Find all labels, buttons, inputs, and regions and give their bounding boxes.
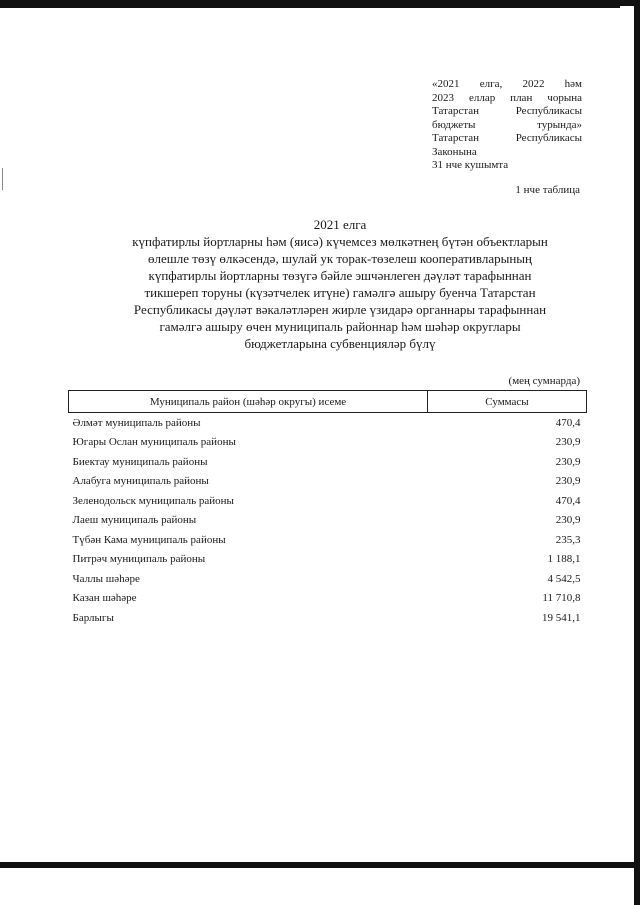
municipality-sum: 11 710,8 bbox=[542, 592, 581, 605]
scan-border-top-inner bbox=[0, 6, 620, 8]
header-municipality: Муниципаль район (шәһәр округы) исеме bbox=[69, 391, 428, 413]
municipality-name: Зеленодольск муниципаль районы bbox=[72, 494, 234, 507]
municipality-name: Питрәч муниципаль районы bbox=[72, 553, 206, 566]
table-row bbox=[69, 569, 587, 589]
municipality-name: Лаеш муниципаль районы bbox=[72, 514, 197, 527]
municipality-sum: 4 542,5 bbox=[547, 572, 581, 585]
municipality-name: Түбән Кама муниципаль районы bbox=[72, 533, 226, 546]
title-line: өлешле төзү өлкәсендә, шулай ук торак-төзелеш кооперативларының bbox=[147, 251, 532, 266]
municipality-sum: 470,4 bbox=[555, 416, 581, 429]
appendix-note-line: 31 нче кушымта bbox=[432, 159, 509, 171]
municipality-name: Чаллы шәһәре bbox=[72, 572, 140, 585]
table-row bbox=[69, 452, 587, 472]
municipality-sum: 230,9 bbox=[555, 455, 581, 468]
scan-border-bottom bbox=[0, 862, 634, 868]
table-number: 1 нче таблица bbox=[515, 184, 580, 196]
appendix-note-line: Татарстан Республикасы bbox=[432, 105, 582, 117]
appendix-note-line: 2023 еллар план чорына bbox=[432, 91, 582, 104]
scan-border-right bbox=[634, 0, 640, 905]
municipality-name: Казан шәһәре bbox=[72, 592, 137, 605]
total-label: Барлыгы bbox=[72, 611, 114, 624]
municipality-sum: 230,9 bbox=[555, 475, 581, 488]
table-row bbox=[69, 550, 587, 570]
scan-mark-left bbox=[2, 168, 3, 190]
subvention-table bbox=[68, 390, 587, 628]
title-line: гамәлгә ашыру өчен муниципаль районнар һәм шәһәр округлары bbox=[159, 319, 521, 334]
table-header-row bbox=[69, 391, 587, 413]
title-line: тикшереп торуны (күзәтчелек итүне) гамәлгә ашыру буенча Татарстан bbox=[144, 285, 536, 300]
table-row bbox=[69, 472, 587, 492]
municipality-name: Югары Ослан муниципаль районы bbox=[72, 436, 236, 449]
table-row-total bbox=[69, 608, 587, 628]
municipality-name: Алабуга муниципаль районы bbox=[72, 475, 209, 488]
table-row bbox=[69, 589, 587, 609]
table-row bbox=[69, 511, 587, 531]
title-line: күпфатирлы йортларны төзүгә бәйле эшчәнлеген дәүләт тарафыннан bbox=[148, 268, 532, 283]
document-title bbox=[100, 216, 580, 352]
appendix-note bbox=[432, 78, 582, 173]
appendix-note-line: Законына bbox=[432, 145, 477, 158]
municipality-name: Әлмәт муниципаль районы bbox=[72, 416, 201, 429]
municipality-sum: 235,3 bbox=[555, 533, 581, 546]
title-line: 2021 елга bbox=[313, 217, 367, 232]
municipality-name: Биектау муниципаль районы bbox=[72, 455, 208, 468]
appendix-note-line: «2021 елга, 2022 һәм bbox=[432, 78, 582, 90]
title-line: күпфатирлы йортларны һәм (яисә) күчемсез мөлкәтнең бүтән объектларын bbox=[132, 234, 548, 249]
table-row bbox=[69, 491, 587, 511]
municipality-sum: 1 188,1 bbox=[547, 553, 581, 566]
municipality-sum: 230,9 bbox=[555, 436, 581, 449]
total-sum: 19 541,1 bbox=[542, 611, 581, 624]
municipality-sum: 230,9 bbox=[555, 514, 581, 527]
title-line: бюджетларына субвенцияләр бүлү bbox=[244, 336, 436, 351]
municipality-sum: 470,4 bbox=[555, 494, 581, 507]
table-row bbox=[69, 433, 587, 453]
units-label: (мең сумнарда) bbox=[508, 375, 580, 387]
appendix-note-line: Татарстан Республикасы bbox=[432, 132, 582, 144]
title-line: Республикасы дәүләт вәкаләтләрен жирле үзидарә органнары тарафыннан bbox=[133, 302, 547, 317]
header-sum: Суммасы bbox=[428, 391, 587, 413]
table-row bbox=[69, 413, 587, 433]
table-row bbox=[69, 530, 587, 550]
appendix-note-line: бюджеты турында» bbox=[432, 118, 582, 131]
